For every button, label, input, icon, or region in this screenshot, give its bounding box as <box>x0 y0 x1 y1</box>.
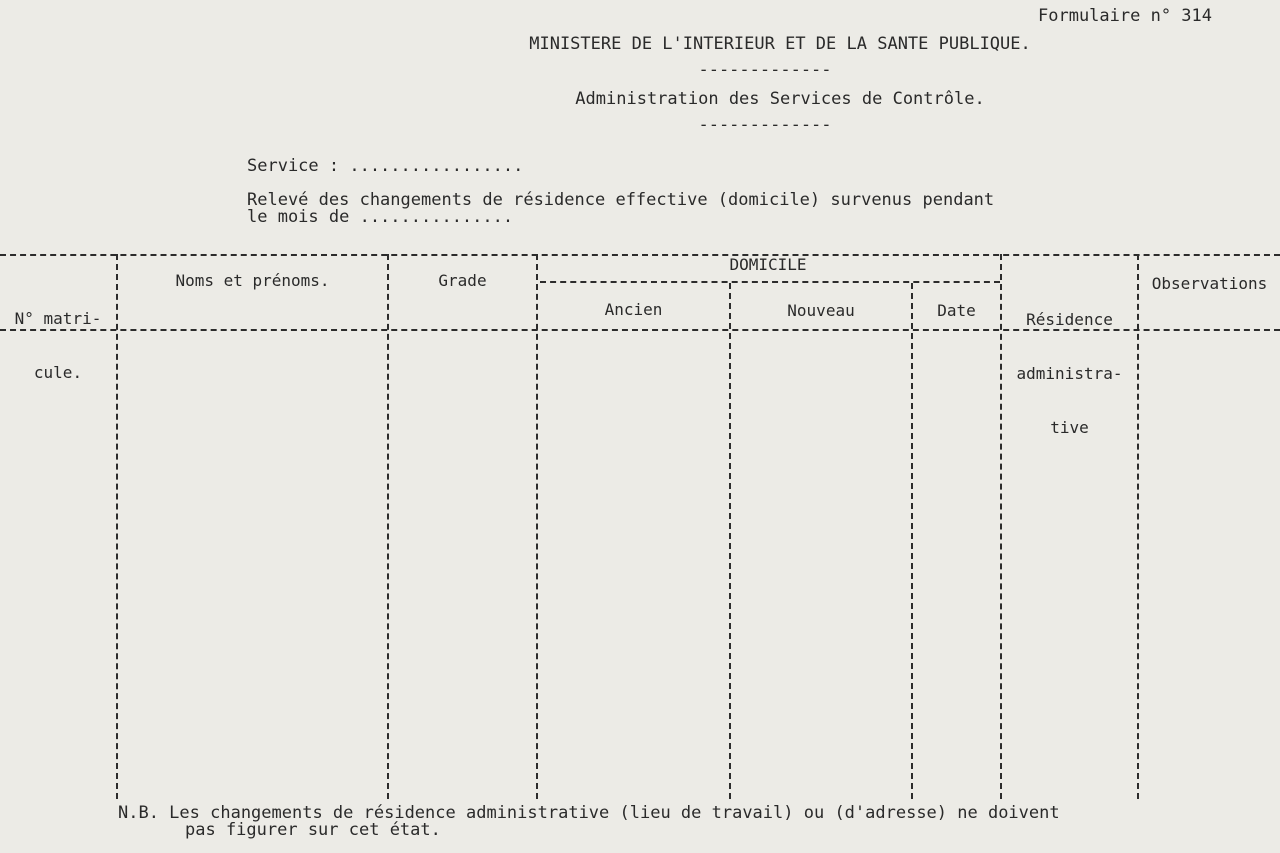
note-line-2: pas figurer sur cet état. <box>185 820 441 840</box>
releve-line-2: le mois de ............... <box>247 207 514 227</box>
col-divider-4 <box>729 283 731 799</box>
administration-title: Administration des Services de Contrôle. <box>575 89 985 109</box>
form-number: Formulaire n° 314 <box>1038 6 1212 26</box>
col-header-residence-line2: administra- <box>1016 364 1123 383</box>
separator-2: ------------- <box>698 115 832 135</box>
col-header-grade: Grade <box>438 271 487 290</box>
col-divider-5 <box>911 283 913 799</box>
col-header-domicile: DOMICILE <box>729 255 807 274</box>
col-header-residence-line1: Résidence <box>1026 310 1113 329</box>
col-header-residence-line3: tive <box>1050 418 1089 437</box>
service-line: Service : ................. <box>247 156 524 176</box>
col-header-matricule-line2: cule. <box>33 363 83 382</box>
col-header-nouveau: Nouveau <box>787 301 855 320</box>
ministry-title: MINISTERE DE L'INTERIEUR ET DE LA SANTE PUBLIQUE. <box>529 34 1031 54</box>
col-divider-1 <box>116 254 118 799</box>
releve-line-1: Relevé des changements de résidence effective (domicile) survenus pendant <box>247 190 995 210</box>
col-divider-3 <box>536 254 538 799</box>
col-header-residence <box>1002 275 1137 455</box>
col-header-ancien: Ancien <box>604 300 663 319</box>
note-line-1: N.B. Les changements de résidence administrative (lieu de travail) ou (d'adresse) ne doivent <box>118 803 1060 823</box>
domicile-rule <box>540 281 1000 283</box>
col-header-observations: Observations <box>1151 274 1268 293</box>
separator-1: ------------- <box>698 60 832 80</box>
col-divider-7 <box>1137 254 1139 799</box>
col-header-noms: Noms et prénoms. <box>175 271 330 290</box>
col-header-matricule <box>0 274 116 400</box>
col-header-date: Date <box>937 301 976 320</box>
col-header-matricule-line1: N° matri- <box>14 309 102 328</box>
col-divider-2 <box>387 254 389 799</box>
